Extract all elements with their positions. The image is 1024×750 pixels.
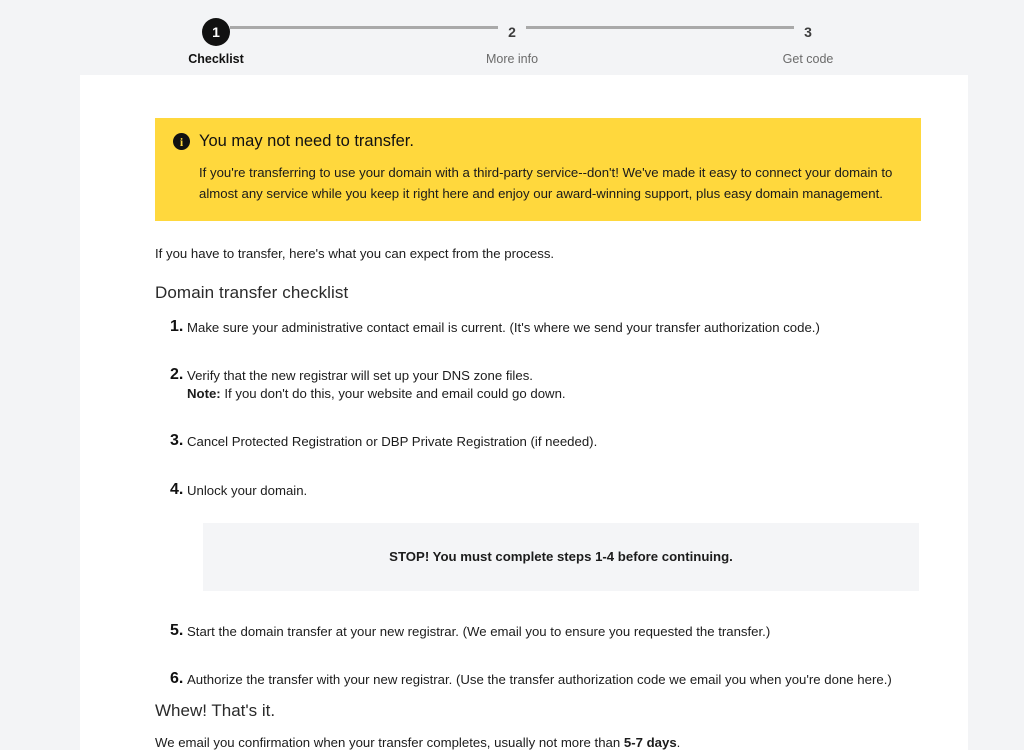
alert-title: You may not need to transfer. <box>199 132 414 150</box>
list-item-note-text: If you don't do this, your website and email could go down. <box>220 386 566 402</box>
list-item-main: Start the domain transfer at your new registrar. (We email you to ensure you requested the transfer.) <box>187 623 771 639</box>
stepper-connector-1 <box>230 26 498 29</box>
list-item-main: Cancel Protected Registration or DBP Private Registration (if needed). <box>187 434 598 450</box>
outro-title: Whew! That's it. <box>155 701 276 721</box>
list-item-number: 5. <box>170 621 184 639</box>
list-item-text <box>187 480 307 500</box>
step-3-label: Get code <box>782 52 834 66</box>
step-1-marker: 1 <box>202 18 230 46</box>
list-item-main: Make sure your administrative contact email is current. (It's where we send your transfer authorization code.) <box>187 319 820 335</box>
step-1-label: Checklist <box>188 52 244 66</box>
intro-text: If you have to transfer, here's what you can expect from the process. <box>155 245 555 261</box>
list-item-text <box>187 621 770 641</box>
list-item-note-label: Note: <box>187 386 221 402</box>
list-item <box>155 669 920 689</box>
list-item <box>155 317 920 337</box>
info-alert <box>155 118 921 221</box>
step-2-marker: 2 <box>508 24 516 40</box>
list-item-number: 6. <box>170 670 184 688</box>
stop-callout-box <box>203 523 919 591</box>
list-item <box>155 431 920 451</box>
checklist-bottom <box>155 621 920 689</box>
alert-body: If you're transferring to use your domain with a third-party service--don't! We've made it easy to connect your domain to almost any service while you keep it right here and enjoy our award-winning support, plus easy domain management. <box>199 165 893 202</box>
list-item-number: 2. <box>170 365 184 383</box>
outro-text <box>155 735 920 750</box>
list-item-text <box>187 431 597 451</box>
stepper-track <box>0 18 1024 66</box>
outro-text-duration: 5-7 days <box>623 735 677 750</box>
list-item-text <box>187 669 892 689</box>
alert-header <box>173 132 903 151</box>
list-item-main: Verify that the new registrar will set up your DNS zone files. <box>187 367 533 383</box>
outro-text-before: We email you confirmation when your transfer completes, usually not more than <box>155 735 624 750</box>
progress-stepper <box>0 0 1024 75</box>
list-item <box>155 480 920 500</box>
list-item-text <box>187 317 820 337</box>
list-item-main: Unlock your domain. <box>187 482 308 498</box>
content-card <box>80 75 968 750</box>
list-item-text <box>187 365 566 403</box>
stop-callout-text: STOP! You must complete steps 1-4 before continuing. <box>389 549 733 565</box>
outro-text-after: . <box>676 735 681 750</box>
list-item-number: 3. <box>170 432 184 450</box>
list-item-main: Authorize the transfer with your new registrar. (Use the transfer authorization code we email you when you're done here.) <box>187 672 892 688</box>
page-title: Domain transfer checklist <box>155 282 349 302</box>
card-inner <box>80 75 968 750</box>
info-icon: i <box>173 133 190 150</box>
list-item <box>155 621 920 641</box>
list-item-note <box>187 385 566 403</box>
checklist-top <box>155 317 920 500</box>
step-3-marker: 3 <box>804 24 812 40</box>
step-2-label: More info <box>485 52 539 66</box>
list-item-number: 1. <box>170 317 184 335</box>
list-item-number: 4. <box>170 480 184 498</box>
stepper-connector-2 <box>526 26 794 29</box>
list-item <box>155 365 920 403</box>
